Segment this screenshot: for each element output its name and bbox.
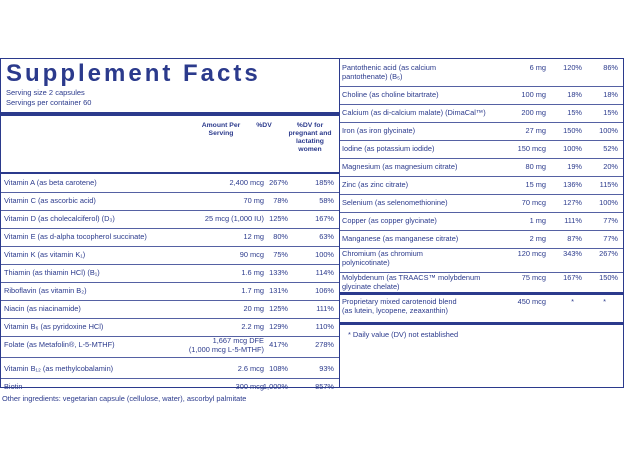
nutrient-dv: 19% <box>567 162 582 171</box>
blend-dv-pregnant: * <box>603 297 606 306</box>
nutrient-amount: 2.6 mcg <box>237 364 264 373</box>
table-row <box>342 124 622 138</box>
table-row <box>342 142 622 156</box>
nutrient-amount: 12 mg <box>243 232 264 241</box>
nutrient-dv-pregnant: 185% <box>315 178 334 187</box>
table-row <box>4 362 338 376</box>
nutrient-amount: 6 mg <box>529 63 546 72</box>
nutrient-name: Niacin (as niacinamide) <box>4 304 81 313</box>
row-divider <box>0 300 340 301</box>
nutrient-amount: 70 mg <box>243 196 264 205</box>
nutrient-amount: 80 mg <box>525 162 546 171</box>
row-divider <box>339 86 624 87</box>
nutrient-dv: 267% <box>269 178 288 187</box>
table-row <box>4 284 338 298</box>
row-divider <box>0 210 340 211</box>
nutrient-amount: 100 mg <box>521 90 546 99</box>
nutrient-name: Pantothenic acid (as calcium <box>342 63 437 72</box>
nutrient-amount: 2,400 mcg <box>229 178 264 187</box>
nutrient-dv-pregnant: 115% <box>599 180 618 189</box>
header-dv: %DV <box>256 122 272 129</box>
header-dv-pregnant: %DV for pregnant and lactating women <box>288 122 332 153</box>
table-row <box>342 106 622 120</box>
row-divider <box>0 192 340 193</box>
row-divider <box>0 336 340 337</box>
nutrient-dv: 78% <box>273 196 288 205</box>
nutrient-amount: 1.7 mg <box>241 286 264 295</box>
row-divider <box>0 378 340 379</box>
nutrient-dv-pregnant: 857% <box>315 382 334 391</box>
table-row <box>342 214 622 228</box>
row-divider <box>0 264 340 265</box>
thick-rule <box>339 322 624 325</box>
nutrient-dv-pregnant: 111% <box>316 304 334 313</box>
nutrient-dv-pregnant: 77% <box>603 234 618 243</box>
nutrient-name: Chromium (as chromium <box>342 249 423 258</box>
serving-size: Serving size 2 capsules <box>6 88 85 97</box>
nutrient-amount-extra: (1,000 mcg L-5-MTHF) <box>188 345 264 354</box>
blend-name-extra: (as lutein, lycopene, zeaxanthin) <box>342 306 448 315</box>
nutrient-amount: 300 mcg <box>235 382 264 391</box>
nutrient-dv: 417% <box>269 340 288 349</box>
nutrient-dv-pregnant: 20% <box>603 162 618 171</box>
nutrient-name: Vitamin D (as cholecalciferol) (D₃) <box>4 214 115 223</box>
table-row <box>4 194 338 208</box>
blend-amount: 450 mcg <box>517 297 546 306</box>
nutrient-name: Thiamin (as thiamin HCl) (B₁) <box>4 268 100 277</box>
nutrient-dv-pregnant: 52% <box>603 144 618 153</box>
blend-dv: * <box>571 297 574 306</box>
nutrient-dv-pregnant: 77% <box>603 216 618 225</box>
nutrient-name: Selenium (as selenomethionine) <box>342 198 448 207</box>
nutrient-name: Iodine (as potassium iodide) <box>342 144 435 153</box>
table-row <box>4 302 338 316</box>
nutrient-amount: 2.2 mg <box>241 322 264 331</box>
row-divider <box>339 140 624 141</box>
other-ingredients: Other ingredients: vegetarian capsule (cellulose, water), ascorbyl palmitate <box>2 394 247 403</box>
nutrient-name: Magnesium (as magnesium citrate) <box>342 162 458 171</box>
nutrient-name: Vitamin E (as d-alpha tocopherol succinate) <box>4 232 147 241</box>
nutrient-dv: 15% <box>567 108 582 117</box>
nutrient-dv: 120% <box>563 63 582 72</box>
nutrient-dv: 133% <box>269 268 288 277</box>
table-row <box>342 232 622 246</box>
row-divider <box>339 158 624 159</box>
nutrient-name: Folate (as Metafolin®, L-5-MTHF) <box>4 340 115 349</box>
nutrient-dv-pregnant: 93% <box>319 364 334 373</box>
table-row <box>342 178 622 192</box>
nutrient-name-extra: pantothenate) (B₅) <box>342 72 403 81</box>
header-amount: Amount Per Serving <box>201 122 241 137</box>
row-divider <box>0 246 340 247</box>
nutrient-name: Choline (as choline bitartrate) <box>342 90 439 99</box>
nutrient-amount: 1 mg <box>529 216 546 225</box>
nutrient-amount: 120 mcg <box>517 249 546 258</box>
nutrient-dv-pregnant: 63% <box>319 232 334 241</box>
row-divider <box>339 176 624 177</box>
table-row <box>4 248 338 262</box>
row-divider <box>339 212 624 213</box>
nutrient-amount: 27 mg <box>525 126 546 135</box>
table-row <box>4 230 338 244</box>
nutrient-amount: 1,667 mcg DFE <box>212 336 264 345</box>
nutrient-amount: 90 mcg <box>239 250 264 259</box>
nutrient-dv-pregnant: 106% <box>315 286 334 295</box>
nutrient-dv: 111% <box>564 216 582 225</box>
nutrient-name: Calcium (as di-calcium malate) (DimaCal™) <box>342 108 486 117</box>
blend-name: Proprietary mixed carotenoid blend <box>342 297 457 306</box>
thick-rule <box>0 112 340 116</box>
nutrient-dv-pregnant: 100% <box>315 250 334 259</box>
nutrient-dv: 125% <box>269 304 288 313</box>
table-row <box>342 249 622 267</box>
table-row <box>4 212 338 226</box>
nutrient-dv-pregnant: 267% <box>599 249 618 258</box>
nutrient-name-extra: polynicotinate) <box>342 258 390 267</box>
nutrient-amount: 15 mg <box>525 180 546 189</box>
nutrient-dv: 108% <box>269 364 288 373</box>
nutrient-name: Manganese (as manganese citrate) <box>342 234 459 243</box>
row-divider <box>339 122 624 123</box>
nutrient-amount: 20 mg <box>243 304 264 313</box>
row-divider <box>0 357 340 358</box>
row-divider <box>0 318 340 319</box>
nutrient-name: Vitamin K (as vitamin K₁) <box>4 250 86 259</box>
nutrient-dv: 125% <box>269 214 288 223</box>
nutrient-name: Vitamin B₁₂ (as methylcobalamin) <box>4 364 114 373</box>
nutrient-amount: 70 mcg <box>521 198 546 207</box>
nutrient-dv: 75% <box>273 250 288 259</box>
nutrient-amount: 75 mcg <box>521 273 546 282</box>
nutrient-dv-pregnant: 114% <box>315 268 334 277</box>
nutrient-dv: 127% <box>563 198 582 207</box>
table-row <box>4 320 338 334</box>
nutrient-name: Iron (as iron glycinate) <box>342 126 416 135</box>
servings-per-container: Servings per container 60 <box>6 98 92 107</box>
table-row <box>4 338 338 352</box>
row-divider <box>339 104 624 105</box>
row-divider <box>0 228 340 229</box>
nutrient-dv: 80% <box>273 232 288 241</box>
nutrient-dv-pregnant: 100% <box>599 126 618 135</box>
footnote: * Daily value (DV) not established <box>348 330 459 339</box>
nutrient-name: Molybdenum (as TRAACS™ molybdenum <box>342 273 481 282</box>
row-divider <box>0 282 340 283</box>
nutrient-name: Biotin <box>4 382 23 391</box>
nutrient-dv: 129% <box>269 322 288 331</box>
nutrient-dv: 18% <box>567 90 582 99</box>
row-divider <box>339 230 624 231</box>
table-row <box>342 196 622 210</box>
nutrient-amount: 200 mg <box>521 108 546 117</box>
nutrient-dv-pregnant: 100% <box>599 198 618 207</box>
nutrient-amount: 1.6 mg <box>241 268 264 277</box>
nutrient-dv: 136% <box>563 180 582 189</box>
nutrient-dv-pregnant: 86% <box>603 63 618 72</box>
nutrient-dv-pregnant: 18% <box>603 90 618 99</box>
nutrient-dv: 87% <box>567 234 582 243</box>
nutrient-dv-pregnant: 150% <box>599 273 618 282</box>
nutrient-dv-pregnant: 15% <box>603 108 618 117</box>
table-row <box>4 176 338 190</box>
nutrient-amount: 25 mcg (1,000 IU) <box>204 214 264 223</box>
table-row <box>342 88 622 102</box>
nutrient-dv-pregnant: 167% <box>315 214 334 223</box>
nutrient-dv: 131% <box>269 286 288 295</box>
header-rule <box>0 172 340 174</box>
nutrient-dv: 100% <box>563 144 582 153</box>
nutrient-dv: 343% <box>563 249 582 258</box>
nutrient-dv: 1,000% <box>262 382 288 391</box>
nutrient-dv-pregnant: 278% <box>315 340 334 349</box>
table-row <box>4 266 338 280</box>
row-divider <box>339 194 624 195</box>
page-title: Supplement Facts <box>6 60 261 87</box>
nutrient-name: Vitamin A (as beta carotene) <box>4 178 97 187</box>
nutrient-amount: 150 mcg <box>517 144 546 153</box>
table-row <box>4 380 338 394</box>
nutrient-name: Vitamin C (as ascorbic acid) <box>4 196 96 205</box>
nutrient-name: Copper (as copper glycinate) <box>342 216 437 225</box>
nutrient-name-extra: glycinate chelate) <box>342 282 400 291</box>
nutrient-amount: 2 mg <box>529 234 546 243</box>
nutrient-name: Vitamin B₆ (as pyridoxine HCl) <box>4 322 104 331</box>
nutrient-dv-pregnant: 58% <box>319 196 334 205</box>
nutrient-name: Zinc (as zinc citrate) <box>342 180 409 189</box>
table-row <box>342 160 622 174</box>
blend-row <box>342 297 622 315</box>
nutrient-dv-pregnant: 110% <box>315 322 334 331</box>
nutrient-dv: 167% <box>563 273 582 282</box>
nutrient-name: Riboflavin (as vitamin B₂) <box>4 286 87 295</box>
table-row <box>342 273 622 291</box>
table-row <box>342 63 622 81</box>
nutrient-dv: 150% <box>563 126 582 135</box>
